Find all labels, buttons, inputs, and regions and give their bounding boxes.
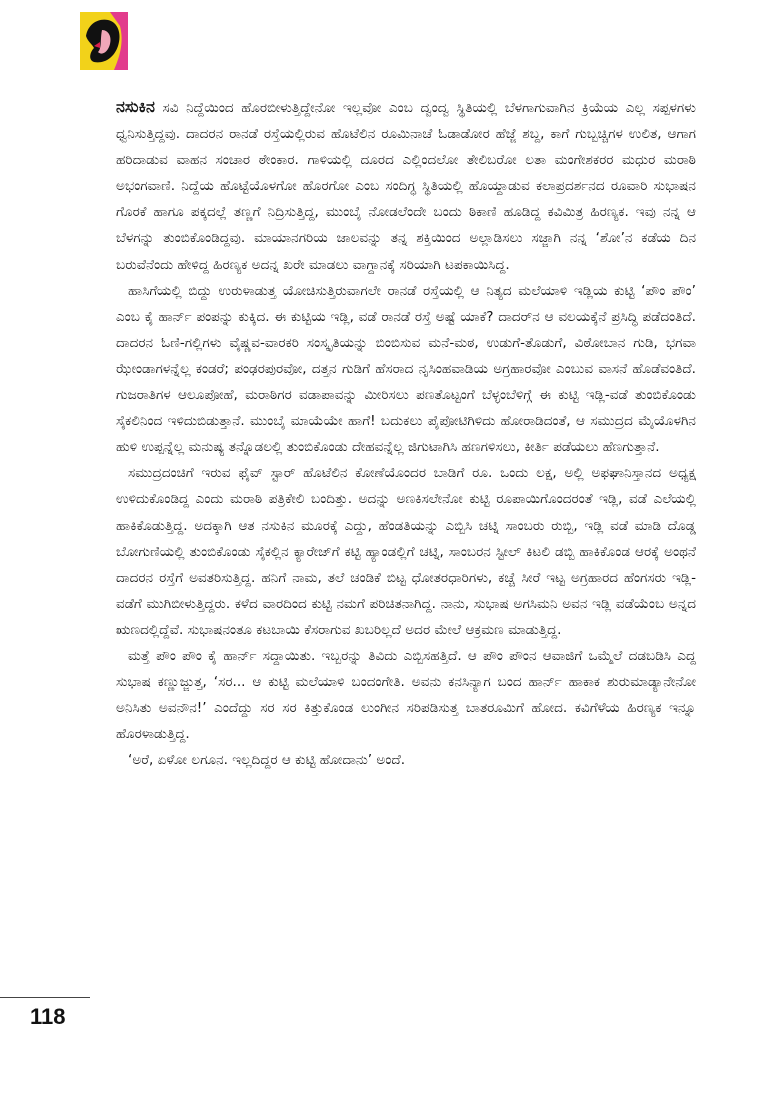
paragraph-1	[116, 94, 696, 278]
page-number-rule	[0, 997, 90, 998]
page-number: 118	[30, 1004, 66, 1029]
article-body	[116, 94, 696, 773]
paragraph-3: ಸಮುದ್ರದಂಚಿಗೆ ಇರುವ ಫೈವ್ ಸ್ಟಾರ್ ಹೊಟೆಲಿನ ಕೋಣೆಯೊಂದರ ಬಾಡಿಗೆ ರೂ. ಒಂದು ಲಕ್ಷ, ಅಲ್ಲಿ ಅಫಘಾನಿಸ್ತಾನದ ಅಧ್ಯಕ್ಷ ಉಳಿದುಕೊಂಡಿದ್ದ ಎಂದು ಮರಾಠಿ ಪತ್ರಿಕೇಲಿ ಬಂದಿತ್ತು. ಅದನ್ನು ಅಣಕಿಸಲೇನೋ ಕುಟ್ಟಿ ರೂಪಾಯಿಗೊಂದರಂತೆ ಇಡ್ಲಿ, ವಡೆ ಎಲೆಯಲ್ಲಿ ಹಾಕಿಕೊಡುತ್ತಿದ್ದ. ಅದಕ್ಕಾಗಿ ಆತ ನಸುಕಿನ ಮೂರಕ್ಕೆ ಎದ್ದು, ಹೆಂಡತಿಯನ್ನು ಎಬ್ಬಿಸಿ ಚಟ್ನಿ ಸಾಂಬರು ರುಬ್ಬಿ, ಇಡ್ಲಿ ವಡೆ ಮಾಡಿ ದೊಡ್ಡ ಬೋಗುಣಿಯಲ್ಲಿ ತುಂಬಿಕೊಂಡು ಸೈಕಲ್ಲಿನ ಕ್ಯಾರೇಜ್‌ಗೆ ಕಟ್ಟಿ ಹ್ಯಾಂಡಲ್ಲಿಗೆ ಚಟ್ನಿ, ಸಾಂಬರನ ಸ್ಟೀಲ್ ಕಿಟಲಿ ಡಬ್ಬಿ ಹಾಕಿಕೊಂಡ ಆರಕ್ಕೆ ಅಂಥನೆ ದಾದರನ ರಸ್ತೆಗೆ ಅವತರಿಸುತ್ತಿದ್ದ. ಹನಿಗೆ ನಾಮ, ತಲೆ ಚಂಡಿಕೆ ಬಿಟ್ಟ ಧೋತರಧಾರಿಗಳು, ಕಚ್ಚೆ ಸೀರೆ ಇಟ್ಟ ಅಗ್ರಹಾರದ ಹೆಂಗಸರು ಇಡ್ಲಿ-ವಡೆಗೆ ಮುಗಿಬೀಳುತ್ತಿದ್ದರು. ಕಳೆದ ವಾರದಿಂದ ಕುಟ್ಟಿ ನಮಗೆ ಪರಿಚಿತನಾಗಿದ್ದ. ನಾನು, ಸುಭಾಷ ಅಗಸಿಮನಿ ಅವನ ಇಡ್ಲಿ ವಡೆಯೆಂಬ ಅನ್ನದ ಋಣದಲ್ಲಿದ್ದೆವೆ. ಸುಭಾಷನಂತೂ ಕಟಬಾಯಿ ಕೆಸರಾಗುವ ಖಬರಿಲ್ಲದೆ ಅದರ ಮೇಲೆ ಆಕ್ರಮಣ ಮಾಡುತ್ತಿದ್ದ.	[116, 465, 696, 638]
paragraph-2: ಹಾಸಿಗೆಯಲ್ಲಿ ಬಿದ್ದು ಉರುಳಾಡುತ್ತ ಯೋಚಿಸುತ್ತಿರುವಾಗಲೇ ರಾನಡೆ ರಸ್ತೆಯಲ್ಲಿ ಆ ನಿತ್ಯದ ಮಲೆಯಾಳಿ ಇಡ್ಲಿಯ ಕುಟ್ಟಿ ‘ಪೌಂ ಪೌಂ’ ಎಂಬ ಕೈ ಹಾರ್ನ್ ಪಂಪನ್ನು ಕುಕ್ಕಿದ. ಈ ಕುಟ್ಟಿಯ ಇಡ್ಲಿ, ವಡೆ ರಾನಡೆ ರಸ್ತೆ ಅಷ್ಟೆ ಯಾಕೆ? ದಾದರ್‌ನ ಆ ವಲಯಕ್ಕೆನೆ ಪ್ರಸಿದ್ಧಿ ಪಡೆದಂತಿದೆ. ದಾದರನ ಓಣಿ-ಗಲ್ಲಿಗಳು ವೈಷ್ಣವ-ವಾರಕರಿ ಸಂಸ್ಕೃತಿಯನ್ನು ಬಿಂಬಿಸುವ ಮನೆ-ಮಠ, ಉಡುಗೆ-ತೊಡುಗೆ, ವಿಠೋಬಾನ ಗುಡಿ, ಭಗವಾ ಝೇಂಡಾಗಳನ್ನೆಲ್ಲ ಕಂಡರೆ; ಪಂಢರಪುರವೋ, ದತ್ತನ ಗುಡಿಗೆ ಹೆಸರಾದ ನೃಸಿಂಹವಾಡಿಯ ಅಗ್ರಹಾರವೋ ಎಂಬುವ ವಾಸನೆ ಹೊಡೆವಂತಿದೆ. ಗುಜರಾತಿಗಳ ಆಲೂಪೋಹೆ, ಮರಾಠಿಗರ ವಡಾಪಾವನ್ನು ಮೀರಿಸಲು ಪಣತೊಟ್ಟಂಗೆ ಬೆಳ್ಳಂಬೆಳಿಗ್ಗೆ ಈ ಕುಟ್ಟಿ ಇಡ್ಲಿ-ವಡೆ ತುಂಬಿಕೊಂಡು ಸೈಕಲಿನಿಂದ ಇಳಿದುಬಿಡುತ್ತಾನೆ. ಮುಂಬೈ ಮಾಯೆಯೇ ಹಾಗೆ! ಬದುಕಲು ಪೈಪೋಟಿಗಿಳಿದು ಹೋರಾಡಿದಂತೆ, ಆ ಸಮುದ್ರದ ಮೈಯೊಳಗಿನ ಹುಳಿ ಉಪ್ಪನ್ನೆಲ್ಲ ಮನುಷ್ಯ ತನ್ನೊಡಲಲ್ಲಿ ತುಂಬಿಕೊಂಡು ದೇಹವನ್ನೆಲ್ಲ ಜಿಗುಟಾಗಿಸಿ ಹಣಗಳಿಸಲು, ಕೀರ್ತಿ ಪಡೆಯಲು ಹೆಣಗುತ್ತಾನೆ.	[116, 282, 696, 456]
paragraph-1-text: ಸವಿ ನಿದ್ದೆಯಿಂದ ಹೊರಬೀಳುತ್ತಿದ್ದೇನೋ ಇಲ್ಲವೋ ಎಂಬ ದ್ವಂದ್ವ ಸ್ಥಿತಿಯಲ್ಲಿ ಬೆಳಗಾಗುವಾಗಿನ ಕ್ರಿಯೆಯ ಎಲ್ಲ ಸಪ್ಪಳಗಳು ಧ್ವನಿಸುತ್ತಿದ್ದವು. ದಾದರನ ರಾನಡೆ ರಸ್ತೆಯಲ್ಲಿರುವ ಹೊಟೆಲಿನ ರೂಮಿನಾಚೆ ಓಡಾಡೋರ ಹೆಜ್ಜೆ ಶಬ್ದ, ಕಾಗೆ ಗುಬ್ಬಚ್ಚಿಗಳ ಉಲಿತ, ಆಗಾಗ ಹರಿದಾಡುವ ವಾಹನ ಸಂಚಾರ ಠೇಂಕಾರ. ಗಾಳಿಯಲ್ಲಿ ದೂರದ ಎಲ್ಲಿಂದಲೋ ತೇಲಿಬರೋ ಲತಾ ಮಂಗೇಶಕರರ ಮಧುರ ಮರಾಠಿ ಅಭಂಗವಾಣಿ. ನಿದ್ದೆಯ ಹೊಟ್ಟೆಯೊಳಗೋ ಹೊರಗೋ ಎಂಬ ಸಂದಿಗ್ಧ ಸ್ಥಿತಿಯಲ್ಲಿ ಹೊಯ್ದಾಡುವ ಕಲಾಪ್ರದರ್ಶನದ ರೂವಾರಿ ಸುಭಾಷನ ಗೊರಕೆ ಹಾಗೂ ಪಕ್ಕದಲ್ಲೆ ತಣ್ಣಗೆ ನಿದ್ರಿಸುತ್ತಿದ್ದ, ಮುಂಬೈ ನೋಡಲೆಂದೇ ಬಂದು ಠಿಕಾಣಿ ಹೂಡಿದ್ದ ಕವಿಮಿತ್ರ ಹಿರಣ್ಯಕ. ಇವು ನನ್ನ ಆ ಬೆಳಗನ್ನು ತುಂಬಿಕೊಂಡಿದ್ದವು. ಮಾಯಾನಗರಿಯ ಜಾಲವನ್ನು ತನ್ನ ಶಕ್ತಿಯಿಂದ ಅಲ್ಲಾಡಿಸಲು ಸಜ್ಜಾಗಿ ನನ್ನ ‘ಶೋ’ನ ಕಡೆಯ ದಿನ ಬರುವೆನೆಂದು ಹೇಳಿದ್ದ ಹಿರಣ್ಯಕ ಅದನ್ನ ಖರೇ ಮಾಡಲು ವಾಗ್ದಾನಕ್ಕೆ ಸರಿಯಾಗಿ ಟಪಕಾಯಿಸಿದ್ದ.	[116, 100, 696, 273]
paragraph-5: ‘ಅರೆ, ಏಳೋ ಲಗೂನ. ಇಲ್ಲದಿದ್ದರ ಆ ಕುಟ್ಟಿ ಹೋದಾನು’ ಅಂದೆ.	[128, 752, 406, 769]
paragraph-4: ಮತ್ತೆ ಪೌಂ ಪೌಂ ಕೈ ಹಾರ್ನ್ ಸದ್ದಾಯಿತು. ಇಬ್ಬರನ್ನು ತಿವಿದು ಎಬ್ಬಿಸಹತ್ತಿದೆ. ಆ ಪೌಂ ಪೌಂನ ಆವಾಜಿಗೆ ಒಮ್ಮೆಲೆ ದಡಬಡಿಸಿ ಎದ್ದ ಸುಭಾಷ ಕಣ್ಣುಜ್ಜುತ್ತ, ‘ಸರ... ಆ ಕುಟ್ಟಿ ಮಲೆಯಾಳಿ ಬಂದಂಗೇತಿ. ಅವನು ಕನಸಿನ್ಯಾಗ ಬಂದ ಹಾರ್ನ್ ಹಾಕಾಕ ಶುರುಮಾಡ್ಯಾನೇನೋ ಅನಿಸಿತು ಅವನೌನ!’ ಎಂದೆದ್ದು ಸರ ಸರ ಕಿತ್ತುಕೊಂಡ ಲುಂಗೀನ ಸರಿಪಡಿಸುತ್ತ ಬಾತರೂಮಿಗೆ ಹೋದ. ಕವಿಗೆಳೆಯ ಹಿರಣ್ಯಕ ಇನ್ನೂ ಹೊರಳಾಡುತ್ತಿದ್ದ.	[116, 647, 696, 743]
woman-profile-logo-icon	[80, 12, 128, 70]
lead-word: ನಸುಕಿನ	[116, 97, 155, 116]
